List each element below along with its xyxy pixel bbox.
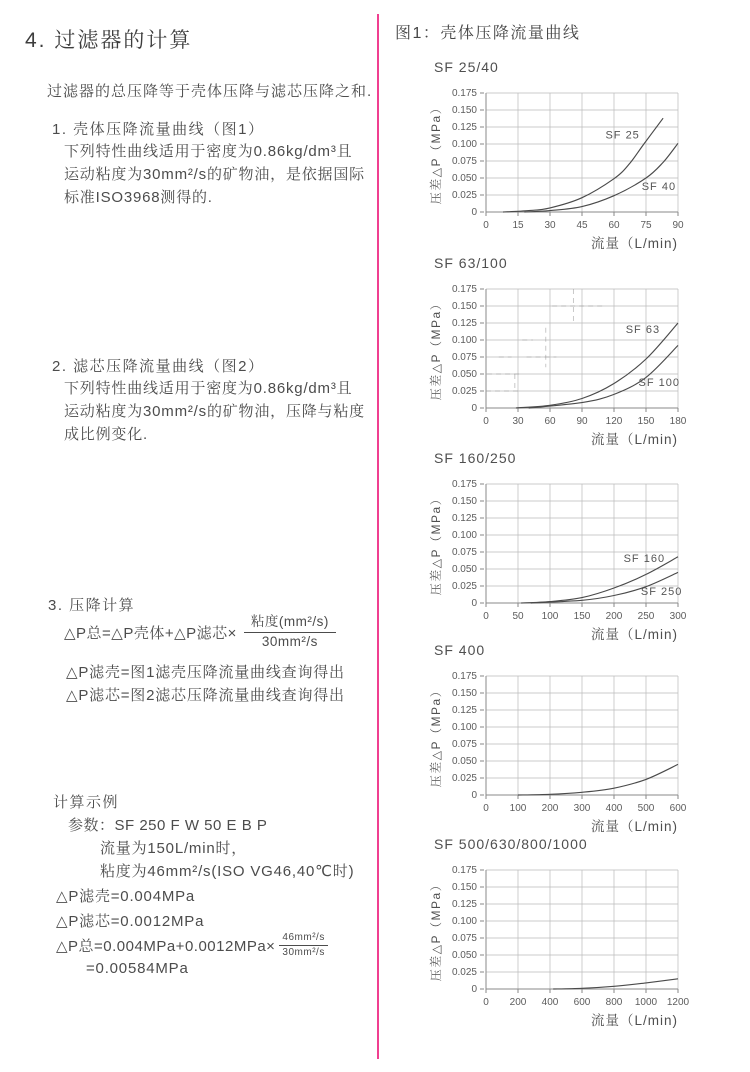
example-heading: 计算示例: [53, 794, 120, 811]
svg-text:100: 100: [541, 611, 559, 622]
svg-text:90: 90: [672, 220, 684, 231]
chart-canvas: [382, 79, 742, 251]
svg-text:0.100: 0.100: [451, 335, 477, 347]
svg-text:SF 160: SF 160: [623, 553, 666, 566]
svg-text:压差△P（MPa）: 压差△P（MPa）: [429, 296, 443, 401]
svg-text:0.075: 0.075: [451, 156, 477, 168]
svg-text:SF 63: SF 63: [625, 324, 661, 337]
chart-canvas: [382, 470, 742, 642]
section-1-heading: 1. 壳体压降流量曲线（图1）: [52, 121, 265, 138]
svg-text:0.150: 0.150: [451, 301, 477, 313]
chart-sf-160-250: [382, 446, 742, 642]
svg-text:0.050: 0.050: [451, 369, 477, 381]
svg-text:50: 50: [512, 611, 524, 622]
svg-text:SF 25: SF 25: [605, 129, 640, 142]
svg-text:45: 45: [576, 220, 588, 231]
svg-text:0: 0: [471, 207, 477, 219]
svg-text:0.100: 0.100: [451, 722, 477, 734]
formula-numerator: 粘度(mm²/s): [244, 614, 336, 633]
svg-text:压差△P（MPa）: 压差△P（MPa）: [429, 491, 443, 596]
svg-text:0.025: 0.025: [451, 773, 477, 785]
svg-text:流量（L/min): 流量（L/min): [590, 627, 678, 642]
svg-text:0.175: 0.175: [451, 479, 477, 491]
svg-text:600: 600: [573, 997, 591, 1008]
section-2-body: [64, 377, 365, 446]
column-divider-line: [377, 14, 379, 1059]
svg-text:0.125: 0.125: [451, 705, 477, 717]
svg-text:0.125: 0.125: [451, 318, 477, 330]
svg-text:100: 100: [509, 803, 527, 814]
chart-canvas: [382, 275, 742, 447]
svg-text:120: 120: [605, 416, 623, 427]
svg-text:0: 0: [483, 611, 489, 622]
svg-text:0.150: 0.150: [451, 496, 477, 508]
example-viscosity-line: 粘度为46mm²/s(ISO VG46,40℃时): [100, 863, 355, 880]
svg-text:1200: 1200: [666, 997, 690, 1008]
intro-text: 过滤器的总压降等于壳体压降与滤芯压降之和.: [47, 83, 373, 100]
formula-fraction: [244, 614, 336, 651]
example-total-formula: [56, 932, 328, 959]
svg-text:150: 150: [637, 416, 655, 427]
svg-text:0: 0: [483, 416, 489, 427]
chart-title: SF 63/100: [434, 255, 508, 271]
chart-title: SF 25/40: [434, 59, 499, 75]
formula-notes: [66, 661, 345, 707]
svg-text:400: 400: [541, 997, 559, 1008]
svg-text:0.150: 0.150: [451, 882, 477, 894]
example-total-denominator: 30mm²/s: [282, 947, 325, 958]
svg-text:200: 200: [509, 997, 527, 1008]
svg-text:500: 500: [637, 803, 655, 814]
svg-text:150: 150: [573, 611, 591, 622]
svg-text:0.025: 0.025: [451, 581, 477, 593]
svg-text:0: 0: [483, 803, 489, 814]
svg-text:0.150: 0.150: [451, 688, 477, 700]
svg-text:1000: 1000: [634, 997, 658, 1008]
chart-title: SF 500/630/800/1000: [434, 836, 588, 852]
example-total-numerator: 46mm²/s: [279, 932, 327, 946]
section-1-line: 下列特性曲线适用于密度为0.86kg/dm³且: [64, 143, 353, 160]
svg-text:0.175: 0.175: [451, 865, 477, 877]
svg-text:60: 60: [544, 416, 556, 427]
svg-text:SF 40: SF 40: [641, 181, 677, 194]
svg-text:15: 15: [512, 220, 524, 231]
section-2-line: 成比例变化.: [64, 426, 148, 443]
svg-text:压差△P（MPa）: 压差△P（MPa）: [429, 100, 443, 205]
svg-text:75: 75: [640, 220, 652, 231]
svg-text:0.025: 0.025: [451, 967, 477, 979]
section-1-line: 标准ISO3968测得的.: [64, 189, 213, 206]
example-conditions: [100, 837, 354, 883]
chart-canvas: [382, 856, 742, 1028]
svg-text:SF 100: SF 100: [638, 377, 681, 390]
example-flow-line: 流量为150L/min时，: [100, 840, 248, 857]
svg-text:0.050: 0.050: [451, 564, 477, 576]
svg-text:0.100: 0.100: [451, 916, 477, 928]
svg-text:0.125: 0.125: [451, 899, 477, 911]
section-1-line: 运动粘度为30mm²/s的矿物油，是依据国际: [64, 166, 365, 183]
chart-title: SF 400: [434, 642, 486, 658]
chart-title: SF 160/250: [434, 450, 517, 466]
svg-text:60: 60: [608, 220, 620, 231]
svg-text:0.125: 0.125: [451, 513, 477, 525]
svg-text:0.125: 0.125: [451, 122, 477, 134]
svg-text:0.050: 0.050: [451, 950, 477, 962]
svg-text:0.150: 0.150: [451, 105, 477, 117]
svg-text:200: 200: [541, 803, 559, 814]
svg-text:流量（L/min): 流量（L/min): [590, 819, 678, 834]
svg-text:0.025: 0.025: [451, 386, 477, 398]
svg-text:600: 600: [669, 803, 687, 814]
example-total-lhs: △P总=0.004MPa+0.0012MPa×: [56, 938, 276, 955]
chart-sf-25-40: [382, 55, 742, 251]
example-shell-value: △P滤壳=0.004MPa: [56, 888, 196, 905]
svg-text:0.175: 0.175: [451, 88, 477, 100]
pressure-drop-formula: [64, 614, 336, 651]
example-total-fraction: [279, 932, 327, 959]
svg-text:400: 400: [605, 803, 623, 814]
svg-text:30: 30: [544, 220, 556, 231]
example-result: =0.00584MPa: [86, 960, 189, 977]
svg-text:0.175: 0.175: [451, 284, 477, 296]
svg-text:流量（L/min): 流量（L/min): [590, 1013, 678, 1028]
section-2-line: 运动粘度为30mm²/s的矿物油，压降与粘度: [64, 403, 365, 420]
svg-text:0: 0: [471, 403, 477, 415]
formula-denominator: 30mm²/s: [261, 633, 318, 649]
svg-text:0.075: 0.075: [451, 352, 477, 364]
chart-sf-63-100: [382, 251, 742, 447]
figure-header: 图1：壳体压降流量曲线: [395, 25, 581, 42]
svg-text:流量（L/min): 流量（L/min): [590, 432, 678, 447]
svg-text:200: 200: [605, 611, 623, 622]
svg-text:0: 0: [471, 790, 477, 802]
svg-text:300: 300: [669, 611, 687, 622]
chart-sf-500-630-800-1000: [382, 832, 742, 1028]
section-2-heading: 2. 滤芯压降流量曲线（图2）: [52, 358, 265, 375]
example-param: 参数：SF 250 F W 50 E B P: [68, 817, 268, 834]
svg-text:0: 0: [483, 220, 489, 231]
svg-text:0: 0: [471, 598, 477, 610]
svg-text:压差△P（MPa）: 压差△P（MPa）: [429, 683, 443, 788]
section-2-line: 下列特性曲线适用于密度为0.86kg/dm³且: [64, 380, 353, 397]
svg-text:0.175: 0.175: [451, 671, 477, 683]
formula-lhs: △P总=△P壳体+△P滤芯×: [64, 624, 237, 642]
svg-text:0.025: 0.025: [451, 190, 477, 202]
svg-text:0.050: 0.050: [451, 173, 477, 185]
svg-text:0.075: 0.075: [451, 739, 477, 751]
formula-note: △P滤芯=图2滤芯压降流量曲线查询得出: [66, 687, 345, 704]
example-element-value: △P滤芯=0.0012MPa: [56, 913, 205, 930]
svg-text:压差△P（MPa）: 压差△P（MPa）: [429, 877, 443, 982]
svg-text:800: 800: [605, 997, 623, 1008]
chart-canvas: [382, 662, 742, 834]
svg-text:0.100: 0.100: [451, 530, 477, 542]
svg-text:0.075: 0.075: [451, 547, 477, 559]
formula-note: △P滤壳=图1滤壳压降流量曲线查询得出: [66, 664, 345, 681]
section-3-heading: 3. 压降计算: [48, 597, 136, 614]
chart-sf-400: [382, 638, 742, 834]
svg-text:0.100: 0.100: [451, 139, 477, 151]
page-title: 4. 过滤器的计算: [25, 29, 193, 52]
svg-text:250: 250: [637, 611, 655, 622]
svg-text:SF 250: SF 250: [640, 585, 683, 598]
svg-text:0.075: 0.075: [451, 933, 477, 945]
svg-text:0: 0: [483, 997, 489, 1008]
svg-text:30: 30: [512, 416, 524, 427]
svg-text:流量（L/min): 流量（L/min): [590, 236, 678, 251]
svg-text:0: 0: [471, 984, 477, 996]
svg-text:0.050: 0.050: [451, 756, 477, 768]
svg-text:180: 180: [669, 416, 687, 427]
section-1-body: [64, 140, 365, 209]
svg-text:90: 90: [576, 416, 588, 427]
svg-text:300: 300: [573, 803, 591, 814]
